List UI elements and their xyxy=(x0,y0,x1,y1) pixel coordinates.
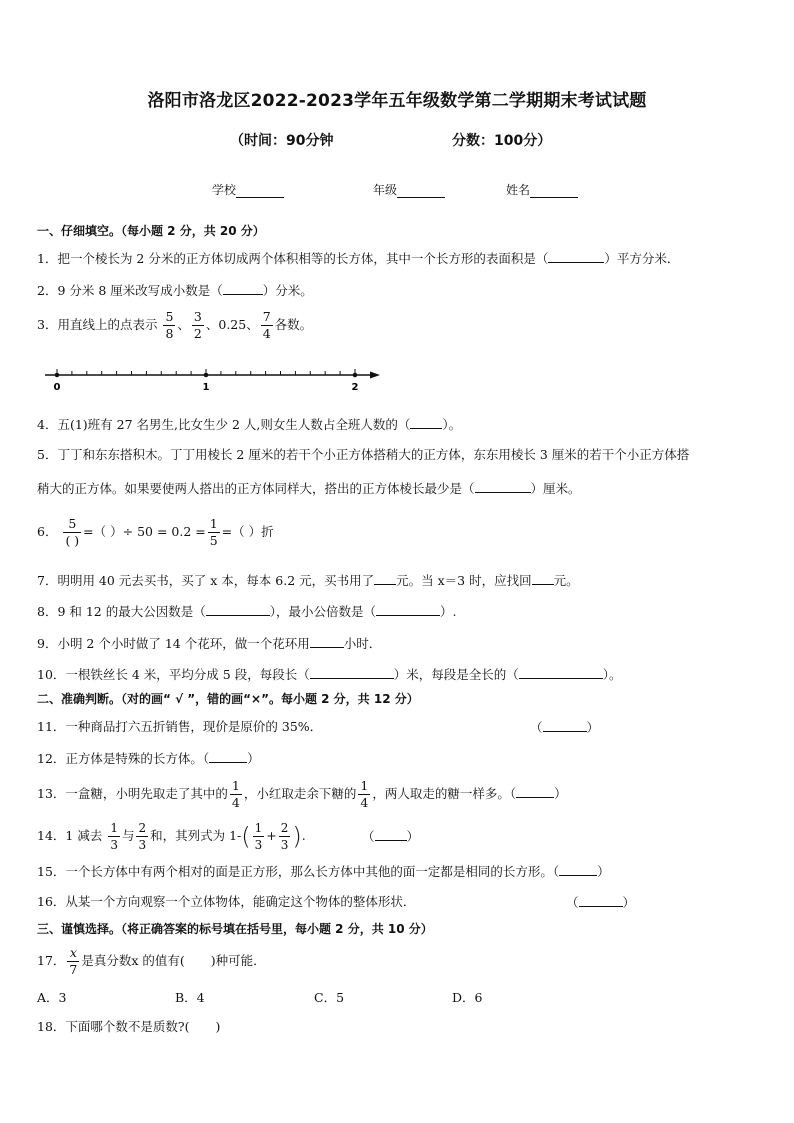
number-line-point xyxy=(204,373,208,377)
q17-fraction: $\frac{x}{7}$ xyxy=(69,945,78,977)
q8-text: 8．9 和 12 的最大公因数是（ xyxy=(37,604,206,619)
q2-tail: ）分米。 xyxy=(262,283,313,298)
q8-blank-1[interactable] xyxy=(206,603,270,616)
q3-fraction-3: $\frac{7}{4}$ xyxy=(262,309,271,341)
q15-tail: ） xyxy=(597,864,610,879)
question-12 xyxy=(37,750,260,767)
page-title: 洛阳市洛龙区2022-2023学年五年级数学第二学期期末考试试题 xyxy=(147,91,647,111)
q14-fraction-4: $\frac{2}{3}$ xyxy=(280,821,289,852)
name-field[interactable] xyxy=(506,181,578,198)
q14-fraction-2: $\frac{2}{3}$ xyxy=(138,821,147,852)
q9-tail: 小时． xyxy=(343,636,382,651)
q6-prefix: 6． xyxy=(37,524,58,539)
q6-middle-1: =（ ）÷ 50 = 0.2 = xyxy=(83,524,206,539)
q17-choice-c[interactable]: C．5 xyxy=(314,990,345,1005)
question-13 xyxy=(37,775,567,813)
question-2 xyxy=(37,282,313,299)
number-line-point xyxy=(55,373,59,377)
q14-end: . xyxy=(301,828,306,843)
school-label: 学校 xyxy=(212,183,237,197)
name-label: 姓名 xyxy=(506,183,531,197)
q7-blank-2[interactable] xyxy=(532,572,554,585)
q11-blank[interactable] xyxy=(543,719,587,732)
section-1-heading: 一、仔细填空。（每小题 2 分，共 20 分） xyxy=(37,224,265,238)
q4-tail: ）。 xyxy=(442,417,462,432)
question-3 xyxy=(37,307,312,343)
q13-mid: ，小红取走余下糖的 xyxy=(243,786,357,801)
grade-blank[interactable] xyxy=(397,185,445,198)
q1-text: 1．把一个棱长为 2 分米的正方体切成两个体积相等的长方体，其中一个长方形的表面积是（ xyxy=(37,251,549,266)
q3-text: 3．用直线上的点表示 xyxy=(37,317,158,332)
q3-sep-2: 、0.25、 xyxy=(205,317,259,332)
q14-close-paren: ) xyxy=(292,822,302,851)
school-blank[interactable] xyxy=(236,185,284,198)
q5-blank[interactable] xyxy=(475,480,531,493)
question-10 xyxy=(37,666,622,683)
q14-fraction-1: $\frac{1}{3}$ xyxy=(110,821,118,852)
q1-tail: ）平方分米． xyxy=(604,251,680,266)
q14-text: 14．1 减去 xyxy=(37,828,103,843)
q12-tail: ） xyxy=(247,751,260,766)
q3-fraction-1: $\frac{5}{8}$ xyxy=(165,309,174,341)
q6-middle-2: =（ ）折 xyxy=(221,524,274,539)
q17-choice-b[interactable]: B．4 xyxy=(175,990,205,1005)
score-label: 分数：100分） xyxy=(452,133,552,149)
q12-blank[interactable] xyxy=(209,750,247,763)
q14-answer[interactable]: （ ） xyxy=(362,829,420,844)
question-14: 14．1 减去 $\frac{1}{3}$ 与 $\frac{2}{3}$ 和，其列式为 1-( $\frac{1}{3}$ + $\frac{2}{3}$ ). xyxy=(37,821,306,852)
q17-choice-d[interactable]: D．6 xyxy=(452,990,483,1005)
question-17 xyxy=(37,942,266,980)
question-8 xyxy=(37,603,456,620)
q18-tail: ) xyxy=(215,1019,221,1034)
question-5-line-1: 5．丁丁和东东搭积木。丁丁用棱长 2 厘米的若干个小正方体搭稍大的正方体，东东用棱长 3 厘米的若干个小正方体搭 xyxy=(37,447,690,462)
q6-fraction-2: $\frac{1}{5}$ xyxy=(209,516,218,548)
q5-text: 稍大的正方体。如果要使两人搭出的正方体同样大，搭出的正方体棱长最少是（ xyxy=(37,481,475,496)
q13-end: ） xyxy=(554,786,567,801)
q10-text: 10．一根铁丝长 4 米，平均分成 5 段，每段长（ xyxy=(37,667,310,682)
q13-text: 13．一盒糖，小明先取走了其中的 xyxy=(37,786,228,801)
q7-blank-1[interactable] xyxy=(374,572,396,585)
q17-tail: )种可能． xyxy=(210,953,266,968)
q6-fraction-1: $\frac{5}{( )}$ xyxy=(65,516,80,548)
q1-blank[interactable] xyxy=(548,250,604,263)
q14-blank[interactable] xyxy=(375,828,407,841)
q9-blank[interactable] xyxy=(310,635,344,648)
question-6 xyxy=(37,512,274,552)
grade-field[interactable] xyxy=(373,181,445,198)
q16-answer[interactable]: （ ） xyxy=(566,895,636,910)
time-label: （时间：90分钟 xyxy=(230,133,334,149)
q9-text: 9．小明 2 个小时做了 14 个花环，做一个花环用 xyxy=(37,636,310,651)
q7-text: 7．明明用 40 元去买书，买了 x 本，每本 6.2 元，买书用了 xyxy=(37,573,375,588)
q15-blank[interactable] xyxy=(559,863,597,876)
section-2-heading: 二、准确判断。（对的画“ √ ”，错的画“×”。每小题 2 分，共 12 分） xyxy=(37,692,419,706)
q12-text: 12．正方体是特殊的长方体。（ xyxy=(37,751,210,766)
q17-prefix: 17． xyxy=(37,953,66,968)
q8-tail: ）. xyxy=(440,604,457,619)
q3-sep-1: 、 xyxy=(177,317,190,332)
q13-fraction-2: $\frac{1}{4}$ xyxy=(360,778,369,810)
section-3-heading: 三、谨慎选择。（将正确答案的标号填在括号里，每小题 2 分，共 10 分） xyxy=(37,922,433,936)
question-11: 11．一种商品打六五折销售，现价是原价的 35%． xyxy=(37,719,323,734)
question-15 xyxy=(37,863,610,880)
grade-label: 年级 xyxy=(373,183,398,197)
q10-blank-2[interactable] xyxy=(519,666,603,679)
q14-mid: 和，其列式为 1- xyxy=(150,828,242,843)
q3-tail: 各数。 xyxy=(274,317,313,332)
q7-mid: 元。当 x＝3 时，应找回 xyxy=(396,573,532,588)
q14-fraction-3: $\frac{1}{3}$ xyxy=(254,821,263,852)
q14-word: 与 xyxy=(121,828,135,843)
q16-blank[interactable] xyxy=(579,894,623,907)
q4-text: 4．五(1)班有 27 名男生,比女生少 2 人,则女生人数占全班人数的（ xyxy=(37,417,411,432)
q2-blank[interactable] xyxy=(223,282,263,295)
q17-choice-a[interactable]: A．3 xyxy=(37,990,67,1005)
q10-blank-1[interactable] xyxy=(310,666,394,679)
q3-fraction-2: $\frac{3}{2}$ xyxy=(193,309,202,341)
q14-open-paren: ( xyxy=(241,822,251,851)
q5-tail: ）厘米。 xyxy=(530,481,581,496)
q17-text: 是真分数x 的值有( xyxy=(81,953,185,968)
question-9 xyxy=(37,635,381,652)
school-field[interactable] xyxy=(212,181,284,198)
q4-blank[interactable] xyxy=(410,416,442,429)
q13-tail: ，两人取走的糖一样多。（ xyxy=(372,786,517,801)
q13-fraction-1: $\frac{1}{4}$ xyxy=(231,778,240,810)
q7-tail: 元。 xyxy=(553,573,579,588)
number-line-label-1: 1 xyxy=(202,382,210,393)
question-5-line-2 xyxy=(37,480,581,497)
name-blank[interactable] xyxy=(530,185,578,198)
q8-mid: ），最小公倍数是（ xyxy=(269,604,376,619)
number-line-label-0: 0 xyxy=(53,382,61,393)
q10-tail: ）。 xyxy=(602,667,622,682)
question-18 xyxy=(37,1019,220,1035)
question-1 xyxy=(37,250,679,267)
q2-text: 2．9 分米 8 厘米改写成小数是（ xyxy=(37,283,223,298)
question-16: 16．从某一个方向观察一个立体物体，能确定这个物体的整体形状． xyxy=(37,894,416,909)
q10-mid: ）米，每段是全长的（ xyxy=(393,667,519,682)
question-4 xyxy=(37,416,461,433)
q11-answer[interactable]: （ ） xyxy=(530,720,600,735)
q18-text: 18．下面哪个数不是质数?( xyxy=(37,1019,190,1034)
question-7 xyxy=(37,572,579,589)
q15-text: 15．一个长方体中有两个相对的面是正方形，那么长方体中其他的面一定都是相同的长方形。（ xyxy=(37,864,560,879)
number-line-label-2: 2 xyxy=(351,382,359,393)
q8-blank-2[interactable] xyxy=(376,603,440,616)
number-line-arrow xyxy=(370,372,380,379)
number-line xyxy=(40,362,390,396)
q13-blank[interactable] xyxy=(516,785,554,798)
number-line-point xyxy=(353,373,357,377)
